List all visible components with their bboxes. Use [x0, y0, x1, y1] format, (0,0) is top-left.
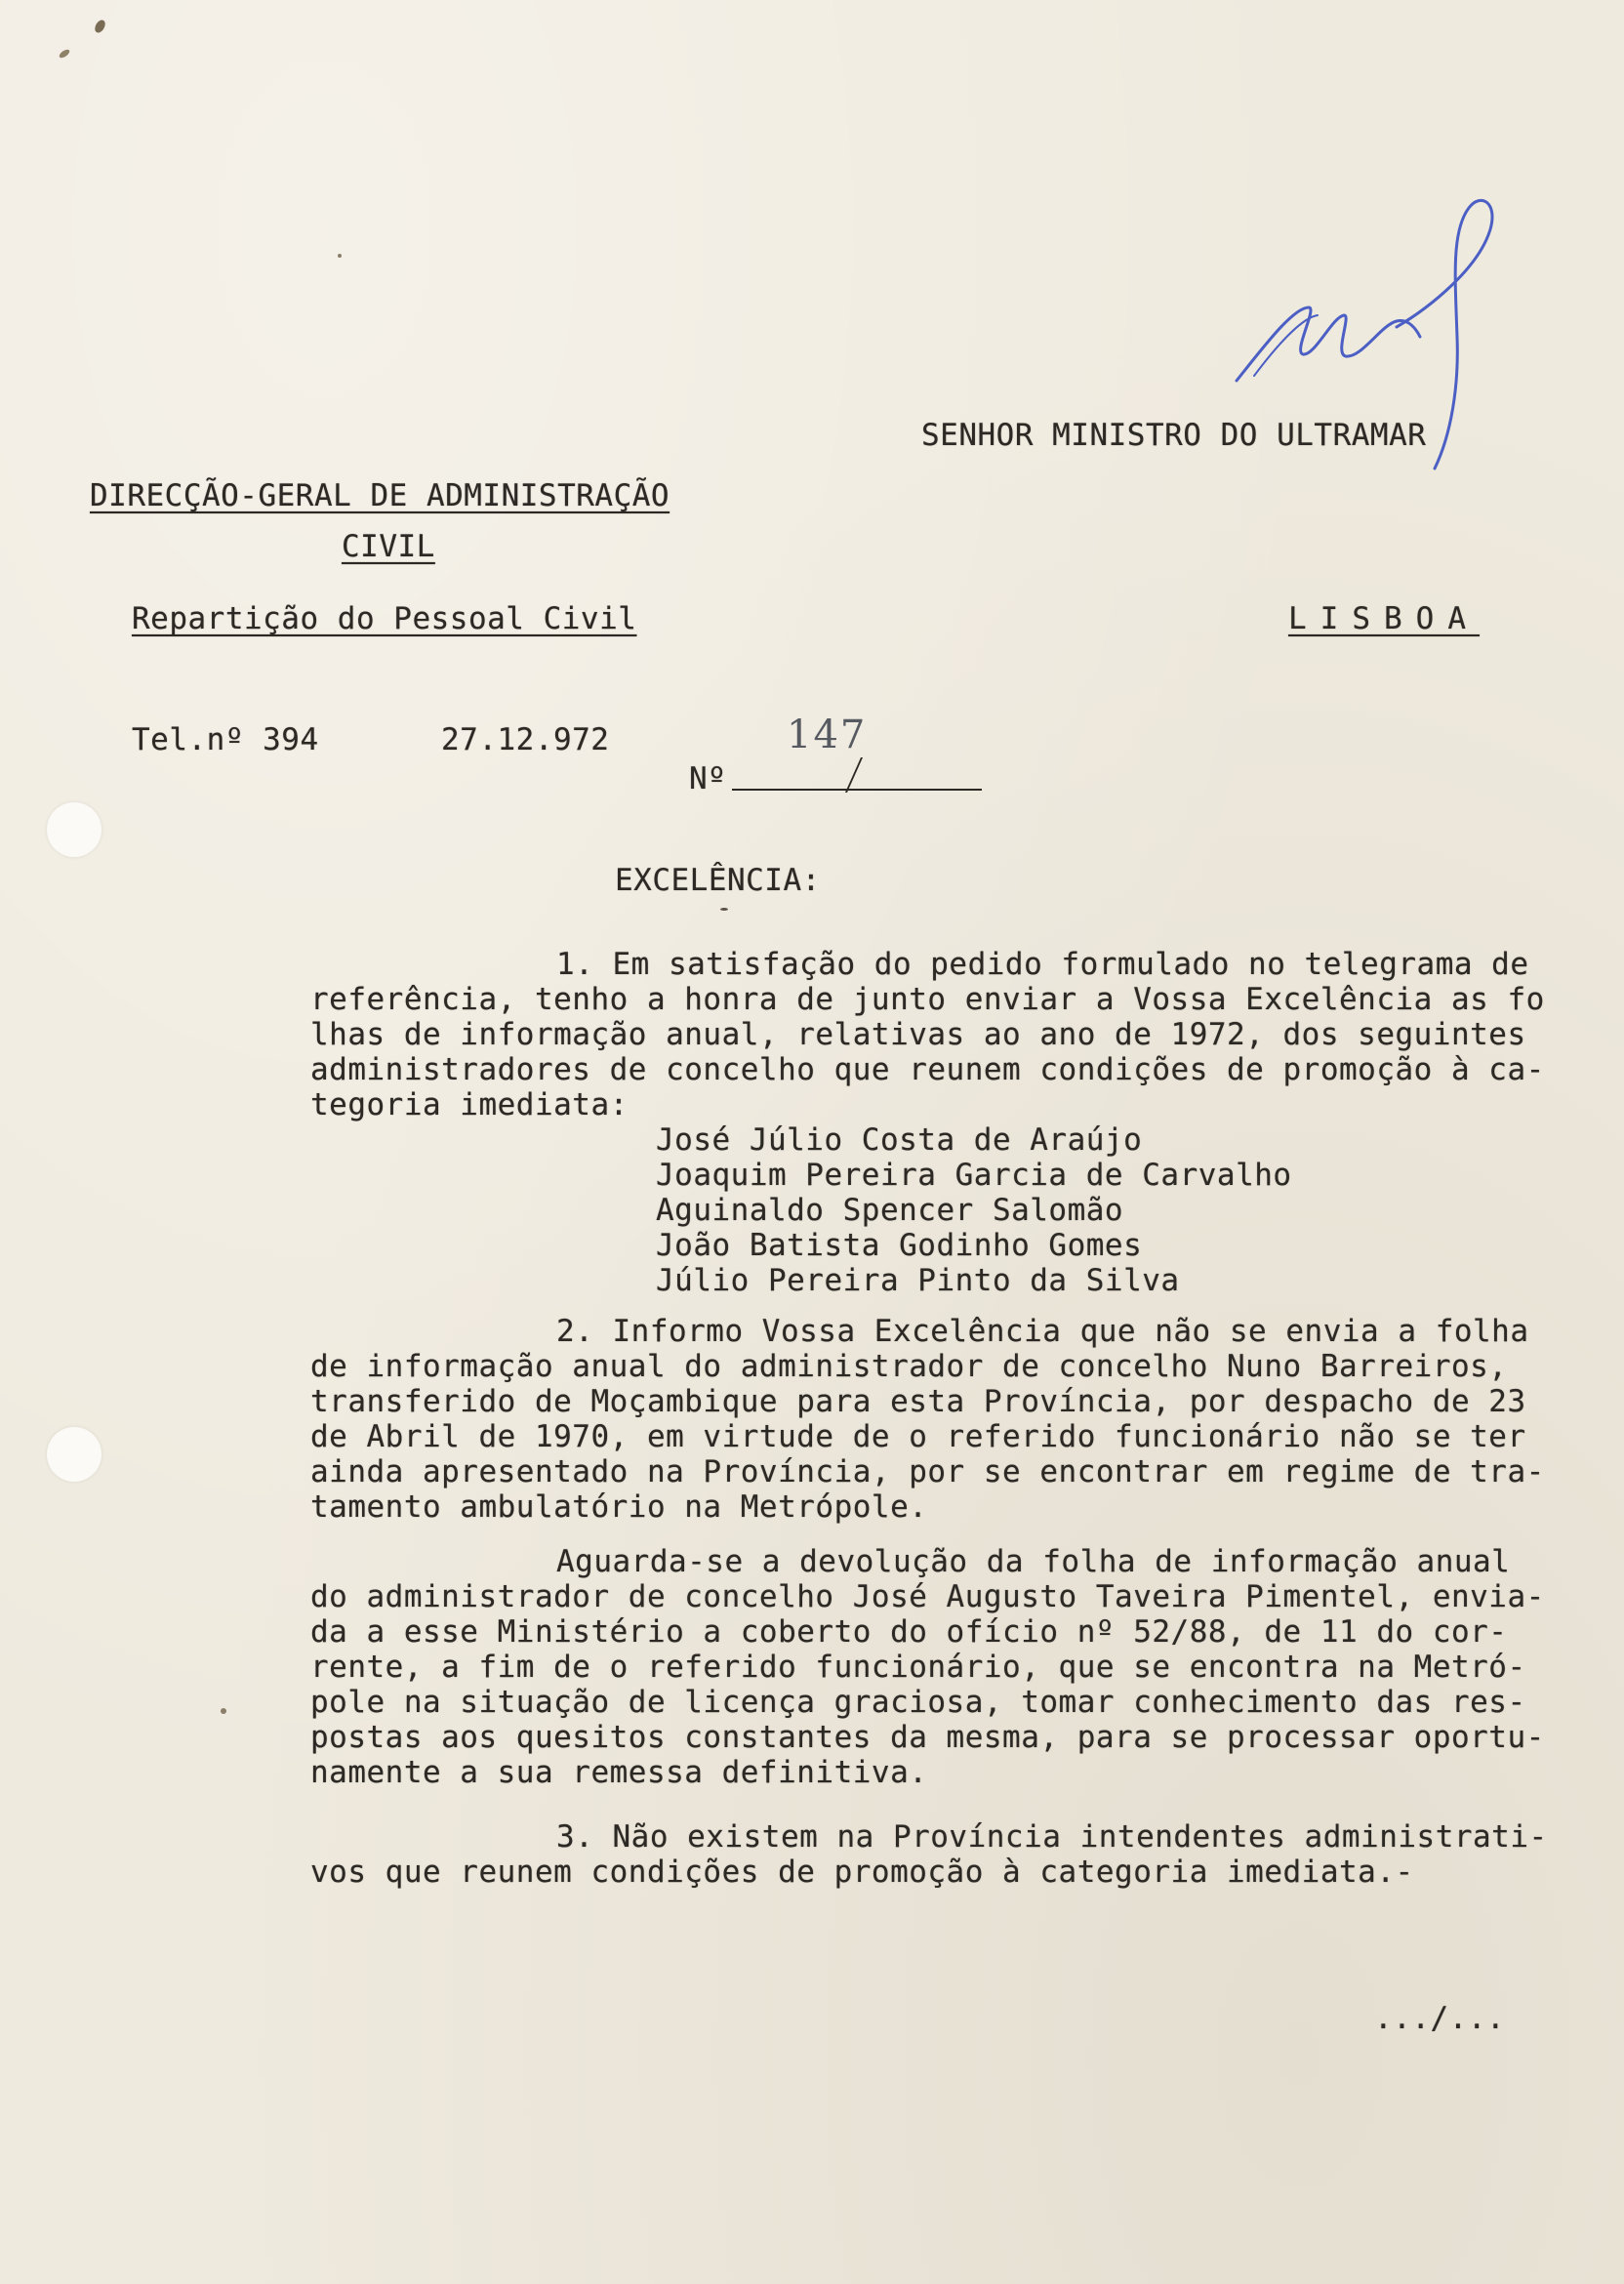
paragraph2-line: de Abril de 1970, em virtude de o referido funcionário não se ter: [310, 1419, 1526, 1454]
paragraph3-line: pole na situação de licença graciosa, tomar conhecimento das res-: [310, 1685, 1526, 1720]
administrator-name: Aguinaldo Spencer Salomão: [656, 1193, 1124, 1228]
paragraph3-line: do administrador de concelho José Augusto Taveira Pimentel, envia-: [310, 1579, 1545, 1614]
paragraph2-line: transferido de Moçambique para esta Província, por despacho de 23: [310, 1384, 1526, 1419]
sender-line2: CIVIL: [342, 529, 435, 564]
paragraph1-line: tegoria imediata:: [310, 1087, 629, 1122]
paragraph3-line: postas aos quesitos constantes da mesma, para se processar oportu-: [310, 1720, 1545, 1755]
reference-number: 147: [787, 713, 868, 757]
paragraph1-line: administradores de concelho que reunem condições de promoção à ca-: [310, 1052, 1545, 1087]
paragraph3-line: rente, a fim de o referido funcionário, que se encontra na Metró-: [310, 1650, 1526, 1685]
sender-line1: DIRECÇÃO-GERAL DE ADMINISTRAÇÃO: [90, 478, 670, 513]
paragraph1-line: referência, tenho a honra de junto enviar a Vossa Excelência as fo: [310, 982, 1545, 1017]
paper-speck: [720, 908, 728, 911]
paragraph4-line: vos que reunem condições de promoção à categoria imediata.-: [310, 1855, 1414, 1890]
addressee: SENHOR MINISTRO DO ULTRAMAR: [921, 418, 1427, 453]
punch-hole: [47, 1427, 102, 1482]
paper-speck: [338, 254, 342, 258]
paragraph3-line: da a esse Ministério a coberto do ofício nº 52/88, de 11 do cor-: [310, 1614, 1508, 1650]
city: LISBOA: [1288, 601, 1480, 636]
paragraph4-line: 3. Não existem na Província intendentes administrati-: [556, 1819, 1548, 1855]
paragraph1-line: 1. Em satisfação do pedido formulado no telegrama de: [556, 947, 1529, 982]
paragraph2-line: 2. Informo Vossa Excelência que não se envia a folha: [556, 1314, 1529, 1349]
reference-slash: [845, 757, 863, 793]
paragraph2-line: tamento ambulatório na Metrópole.: [310, 1489, 928, 1525]
phone-number: Tel.nº 394: [132, 722, 319, 757]
administrator-name: João Batista Godinho Gomes: [656, 1228, 1143, 1263]
reference-underline: [732, 789, 982, 791]
paper-speck: [221, 1708, 226, 1714]
paragraph2-line: de informação anual do administrador de concelho Nuno Barreiros,: [310, 1349, 1508, 1384]
paragraph3-line: namente a sua remessa definitiva.: [310, 1755, 928, 1790]
punch-hole: [47, 802, 102, 857]
letter-date: 27.12.972: [441, 722, 610, 757]
salutation: EXCELÊNCIA:: [615, 863, 821, 898]
administrator-name: Júlio Pereira Pinto da Silva: [656, 1263, 1180, 1298]
continuation-mark: .../...: [1374, 2001, 1506, 2036]
paragraph3-line: Aguarda-se a devolução da folha de informação anual: [556, 1544, 1511, 1579]
paragraph2-line: ainda apresentado na Província, por se encontrar em regime de tra-: [310, 1454, 1545, 1489]
paragraph1-line: lhas de informação anual, relativas ao ano de 1972, dos seguintes: [310, 1017, 1526, 1052]
administrator-name: Joaquim Pereira Garcia de Carvalho: [656, 1158, 1292, 1193]
department: Repartição do Pessoal Civil: [132, 601, 637, 636]
paper-speck: [93, 19, 107, 35]
paper-speck: [58, 48, 70, 60]
administrator-name: José Júlio Costa de Araújo: [656, 1122, 1143, 1158]
reference-label: Nº: [689, 761, 727, 796]
